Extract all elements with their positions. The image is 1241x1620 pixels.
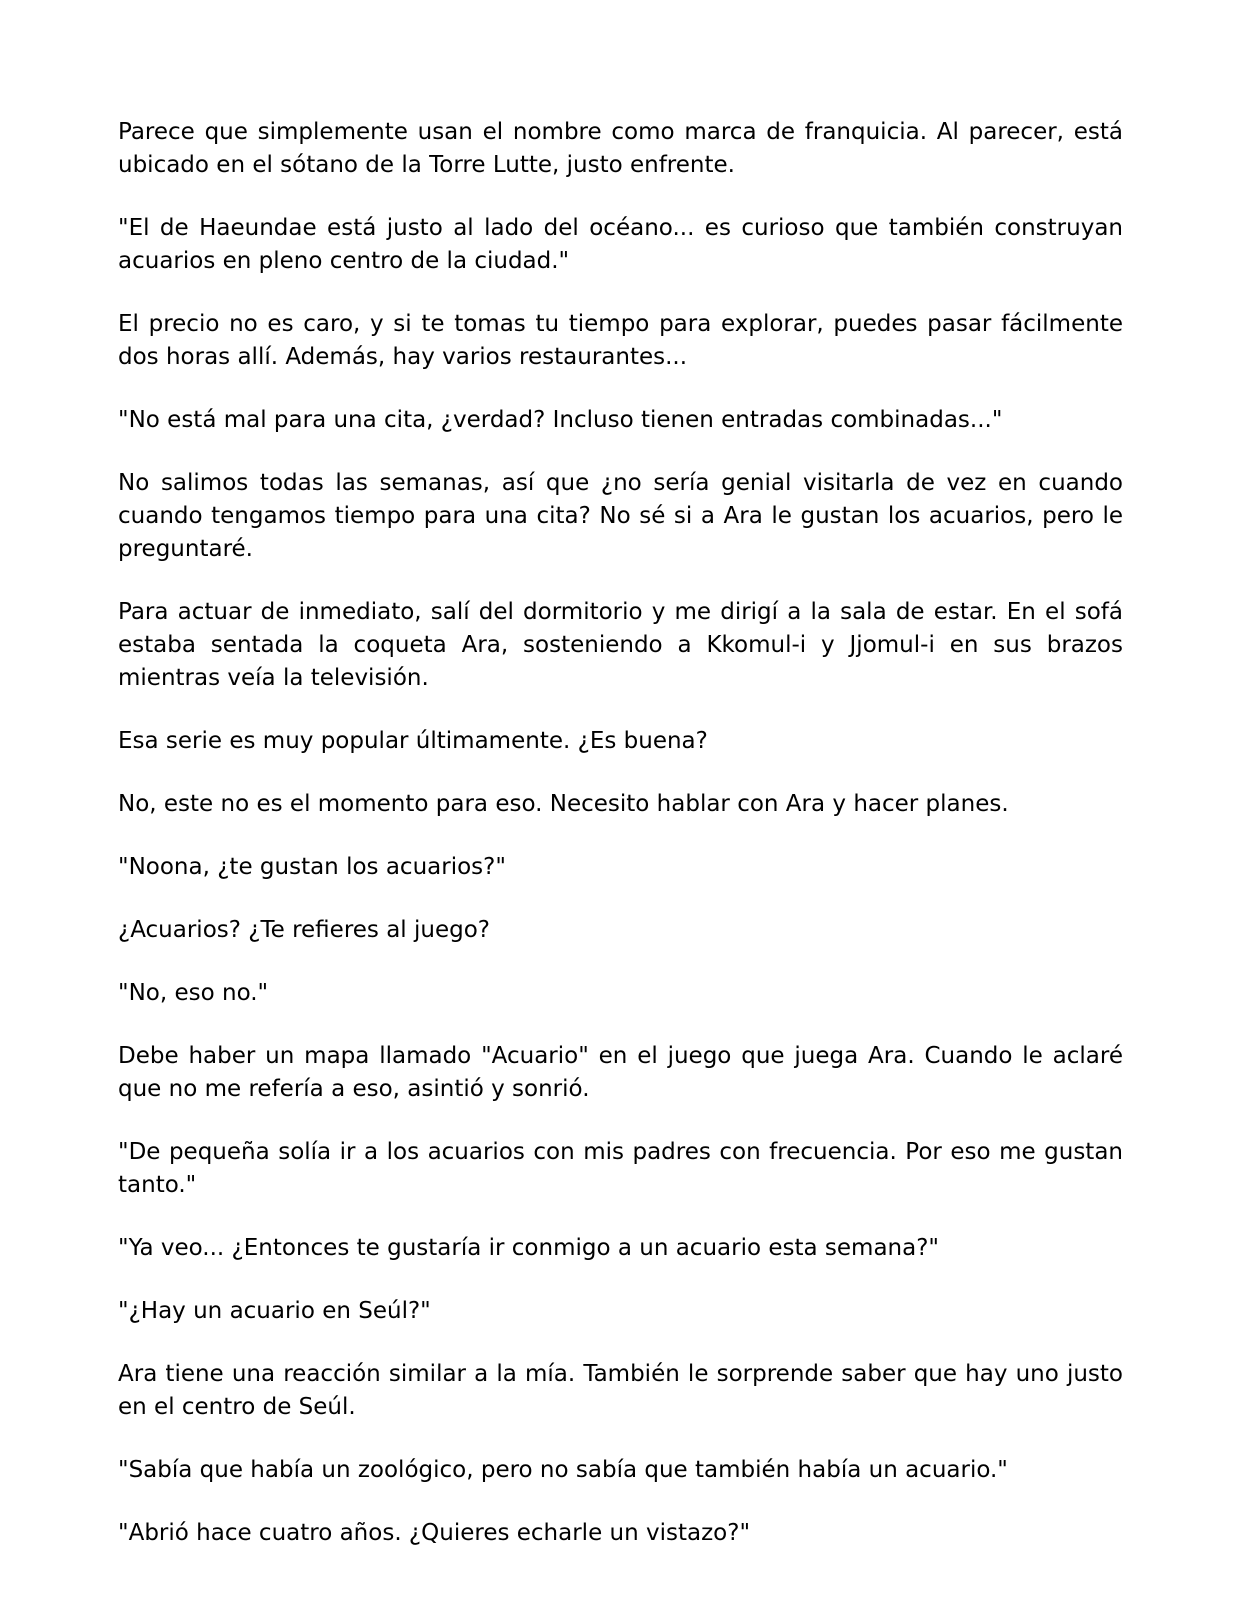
- paragraph: Para actuar de inmediato, salí del dormitorio y me dirigí a la sala de estar. En el sofá estaba sentada la coqueta Ara, sosteniendo a Kkomul-i y Jjomul-i en sus brazos mientras veía la televisión.: [118, 599, 1123, 691]
- paragraph: "De pequeña solía ir a los acuarios con mis padres con frecuencia. Por eso me gustan tanto.": [118, 1139, 1123, 1198]
- document-page: [118, 116, 1123, 1580]
- paragraph: Parece que simplemente usan el nombre como marca de franquicia. Al parecer, está ubicado en el sótano de la Torre Lutte, justo enfrente.: [118, 119, 1123, 178]
- paragraph: "Sabía que había un zoológico, pero no sabía que también había un acuario.": [118, 1457, 1008, 1483]
- paragraph: "¿Hay un acuario en Seúl?": [118, 1298, 431, 1324]
- paragraph: "Abrió hace cuatro años. ¿Quieres echarle un vistazo?": [118, 1520, 751, 1546]
- paragraph: No salimos todas las semanas, así que ¿no sería genial visitarla de vez en cuando cuando tengamos tiempo para una cita? No sé si a Ara le gustan los acuarios, pero le preguntaré.: [118, 470, 1123, 562]
- paragraph: ¿Acuarios? ¿Te refieres al juego?: [118, 917, 491, 943]
- paragraph: "Noona, ¿te gustan los acuarios?": [118, 854, 506, 880]
- paragraph: El precio no es caro, y si te tomas tu tiempo para explorar, puedes pasar fácilmente dos horas allí. Además, hay varios restaurantes...: [118, 311, 1123, 370]
- paragraph: "No, eso no.": [118, 980, 269, 1006]
- paragraph: No, este no es el momento para eso. Necesito hablar con Ara y hacer planes.: [118, 791, 1009, 817]
- paragraph: Ara tiene una reacción similar a la mía. También le sorprende saber que hay uno justo en el centro de Seúl.: [118, 1361, 1123, 1420]
- paragraph: "Ya veo... ¿Entonces te gustaría ir conmigo a un acuario esta semana?": [118, 1235, 940, 1261]
- paragraph: Debe haber un mapa llamado "Acuario" en el juego que juega Ara. Cuando le aclaré que no me refería a eso, asintió y sonrió.: [118, 1043, 1123, 1102]
- paragraph: "El de Haeundae está justo al lado del océano... es curioso que también construyan acuarios en pleno centro de la ciudad.": [118, 215, 1123, 274]
- paragraph: Esa serie es muy popular últimamente. ¿Es buena?: [118, 728, 708, 754]
- paragraph: "No está mal para una cita, ¿verdad? Incluso tienen entradas combinadas...": [118, 407, 1003, 433]
